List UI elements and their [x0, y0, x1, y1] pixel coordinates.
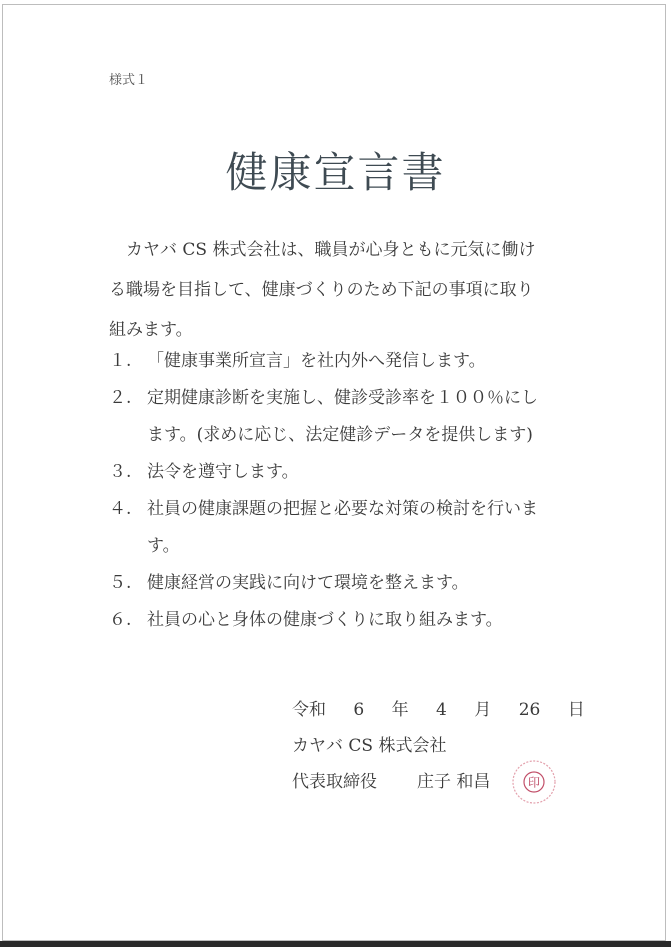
declaration-date: [292, 692, 585, 728]
item-text-continued: ます。(求めに応じ、法定健診データを提供します): [147, 425, 533, 445]
document-title: 健康宣言書: [225, 148, 446, 197]
item-text: 定期健康診断を実施し、健診受診率を１００％にし: [147, 388, 538, 408]
date-day-unit: 日: [567, 700, 585, 720]
date-month-unit: 月: [474, 700, 492, 720]
item-number: ５.: [109, 573, 132, 593]
date-era: 令和: [292, 700, 326, 720]
intro-line-2: る職場を目指して、健康づくりのため下記の事項に取り: [109, 280, 534, 300]
item-text: 健康経営の実践に向けて環境を整えます。: [147, 573, 469, 593]
company-name: カヤバ CS 株式会社: [292, 736, 447, 756]
item-text: 法令を遵守します。: [147, 462, 299, 482]
item-number: ２.: [109, 388, 132, 408]
item-number: ３.: [109, 462, 132, 482]
declaration-items-list: [109, 343, 579, 639]
seal-character: 印: [527, 775, 541, 790]
representative-title: 代表取締役: [292, 772, 377, 792]
list-item: [109, 380, 579, 454]
item-text-continued: す。: [147, 536, 180, 556]
intro-line-1: カヤバ CS 株式会社は、職員が心身ともに元気に働け: [126, 240, 536, 260]
company-seal-stamp: [510, 758, 558, 806]
intro-paragraph: [109, 230, 579, 350]
date-year-unit: 年: [391, 700, 409, 720]
list-item: [109, 343, 579, 380]
date-month: 4: [436, 700, 447, 720]
item-text: 社員の健康課題の把握と必要な対策の検討を行いま: [147, 499, 538, 519]
representative-name: 庄子 和昌: [417, 772, 491, 792]
list-item: [109, 491, 579, 565]
list-item: [109, 602, 579, 639]
date-year: 6: [353, 700, 365, 720]
item-text: 社員の心と身体の健康づくりに取り組みます。: [147, 610, 503, 630]
item-number: ６.: [109, 610, 132, 630]
item-text: 「健康事業所宣言」を社内外へ発信します。: [147, 351, 486, 371]
page-bottom-edge: [0, 941, 671, 947]
intro-line-3: 組みます。: [109, 320, 193, 340]
list-item: [109, 565, 579, 602]
item-number: １.: [109, 351, 132, 371]
item-number: ４.: [109, 499, 132, 519]
form-number-label: 様式１: [109, 73, 149, 88]
list-item: [109, 454, 579, 491]
date-day: 26: [518, 700, 541, 720]
